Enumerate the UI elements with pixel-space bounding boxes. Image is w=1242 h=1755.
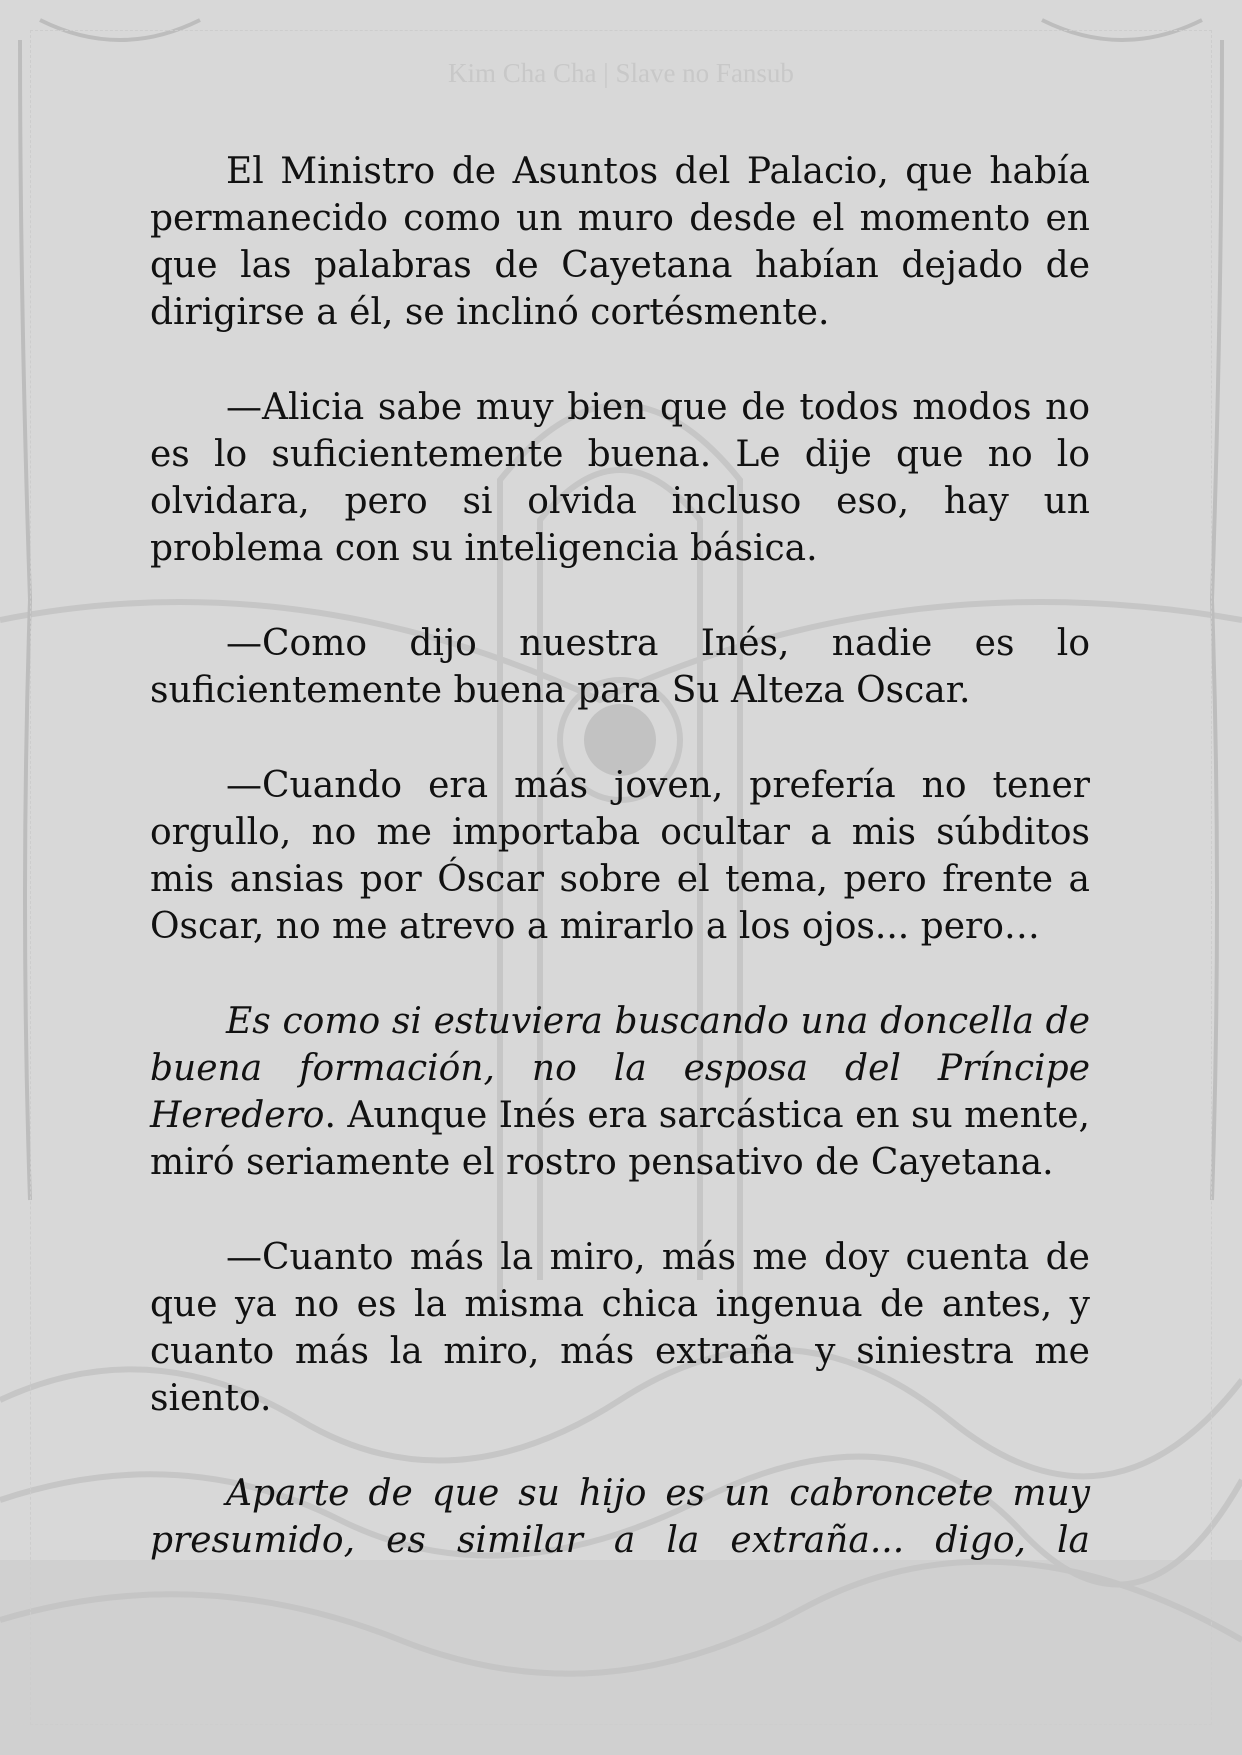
italic-thought: Aparte de que su hijo es un cabroncete muy presumido, es similar a la extraña... digo, la: [150, 1473, 1090, 1561]
italic-thought: Es como si estuviera buscando una doncella de buena formación, no la esposa del Príncipe Heredero: [150, 1001, 1090, 1136]
page-header-watermark: Kim Cha Cha | Slave no Fansub: [448, 58, 794, 88]
paragraph: [150, 1470, 1090, 1564]
paragraph: [150, 998, 1090, 1186]
paragraph: —Alicia sabe muy bien que de todos modos no es lo suficientemente buena. Le dije que no lo olvidara, pero si olvida incluso eso, hay un problema con su inteligencia básica.: [150, 387, 1090, 569]
document-body: [150, 148, 1090, 1612]
paragraph: —Como dijo nuestra Inés, nadie es lo suficientemente buena para Su Alteza Oscar.: [150, 623, 1090, 711]
paragraph: —Cuanto más la miro, más me doy cuenta de que ya no es la misma chica ingenua de antes, y cuanto más la miro, más extraña y siniestra me siento.: [150, 1237, 1090, 1419]
paragraph-text: . Aunque Inés era sarcástica en su mente, miró seriamente el rostro pensativo de Cayetana.: [150, 1095, 1090, 1183]
paragraph: El Ministro de Asuntos del Palacio, que había permanecido como un muro desde el momento en que las palabras de Cayetana habían dejado de dirigirse a él, se inclinó cortésmente.: [150, 151, 1090, 333]
paragraph: —Cuando era más joven, prefería no tener orgullo, no me importaba ocultar a mis súbditos mis ansias por Óscar sobre el tema, pero frente a Oscar, no me atrevo a mirarlo a los ojos... pero…: [150, 765, 1090, 947]
